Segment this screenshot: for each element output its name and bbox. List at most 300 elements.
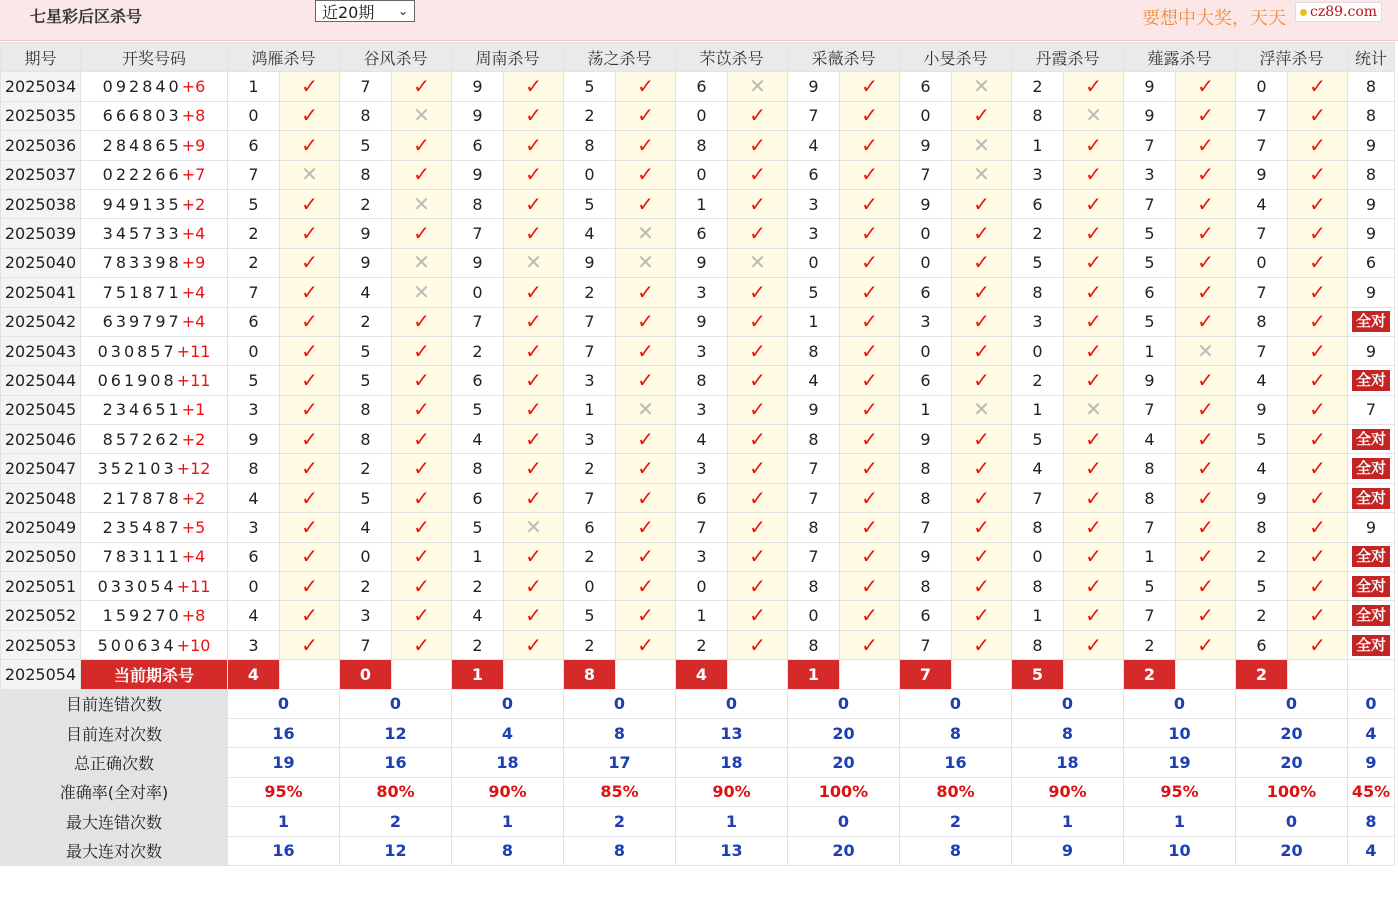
stat-cell: 9 (1348, 131, 1395, 160)
result-cell (280, 248, 340, 277)
draw-numbers (81, 160, 228, 189)
kill-number: 2 (564, 454, 616, 483)
check-icon: ✓ (749, 103, 766, 128)
result-cell (1176, 131, 1236, 160)
result-cell (728, 336, 788, 365)
current-kill-label: 当前期杀号 (81, 660, 228, 689)
check-icon: ✓ (637, 456, 654, 481)
kill-number: 0 (228, 572, 280, 601)
kill-number: 7 (788, 483, 840, 512)
kill-number: 4 (1236, 454, 1288, 483)
page-title: 七星彩后区杀号 (30, 7, 143, 26)
result-cell (840, 72, 900, 101)
kill-number: 0 (452, 278, 504, 307)
back-number: +2 (181, 194, 206, 214)
back-number: +8 (181, 606, 206, 626)
result-cell (616, 395, 676, 424)
period-cell: 2025052 (1, 601, 81, 630)
kill-number: 2 (564, 101, 616, 130)
kill-number: 8 (340, 160, 392, 189)
result-cell (1288, 72, 1348, 101)
period-cell: 2025044 (1, 366, 81, 395)
stat-value: 0 (340, 689, 452, 718)
kill-number: 7 (788, 101, 840, 130)
kill-number: 7 (1236, 278, 1288, 307)
result-cell (504, 72, 564, 101)
check-icon: ✓ (1309, 485, 1326, 510)
front-digits: 857262 (102, 429, 182, 449)
check-icon: ✓ (1197, 132, 1214, 157)
check-icon: ✓ (637, 309, 654, 334)
result-cell (392, 483, 452, 512)
check-icon: ✓ (749, 132, 766, 157)
result-cell (952, 425, 1012, 454)
kill-number: 7 (1124, 395, 1176, 424)
kill-number: 3 (340, 601, 392, 630)
stat-value: 13 (676, 836, 788, 865)
check-icon: ✓ (749, 162, 766, 187)
check-icon: ✓ (1085, 279, 1102, 304)
check-icon: ✓ (1309, 426, 1326, 451)
result-cell (840, 601, 900, 630)
kill-number: 9 (1124, 101, 1176, 130)
stat-value: 95% (1124, 777, 1236, 806)
kill-number: 4 (340, 278, 392, 307)
result-cell (1176, 601, 1236, 630)
check-icon: ✓ (749, 456, 766, 481)
kill-number: 6 (228, 542, 280, 571)
check-icon: ✓ (973, 309, 990, 334)
result-cell (1176, 630, 1236, 659)
kill-number: 3 (676, 278, 728, 307)
result-cell (1176, 278, 1236, 307)
check-icon: ✓ (1197, 426, 1214, 451)
check-icon: ✓ (861, 367, 878, 392)
col-expert: 采薇杀号 (788, 43, 900, 72)
result-cell (1288, 425, 1348, 454)
result-cell (952, 160, 1012, 189)
kill-number: 3 (676, 336, 728, 365)
kill-number: 8 (788, 630, 840, 659)
kill-number: 9 (788, 72, 840, 101)
check-icon: ✓ (637, 74, 654, 99)
result-cell (728, 395, 788, 424)
check-icon: ✓ (1309, 573, 1326, 598)
check-icon: ✓ (973, 603, 990, 628)
front-digits: 949135 (102, 194, 182, 214)
result-cell (504, 131, 564, 160)
stat-cell: 8 (1348, 160, 1395, 189)
check-icon: ✓ (1085, 191, 1102, 216)
kill-number: 2 (1012, 219, 1064, 248)
stat-value: 0 (788, 807, 900, 836)
result-cell (504, 248, 564, 277)
period-cell: 2025038 (1, 189, 81, 218)
check-icon: ✓ (1197, 279, 1214, 304)
kill-number: 8 (788, 513, 840, 542)
draw-numbers (81, 601, 228, 630)
stat-value: 0 (1124, 689, 1236, 718)
header-row (1, 43, 1395, 72)
cross-icon: ✕ (637, 221, 654, 246)
check-icon: ✓ (637, 279, 654, 304)
kill-number: 2 (1012, 72, 1064, 101)
result-cell (616, 454, 676, 483)
result-cell (728, 307, 788, 336)
kill-number: 2 (452, 336, 504, 365)
kill-number: 4 (1124, 425, 1176, 454)
result-cell (1176, 454, 1236, 483)
result-cell (1176, 483, 1236, 512)
col-expert: 小旻杀号 (900, 43, 1012, 72)
check-icon: ✓ (525, 426, 542, 451)
result-cell (616, 278, 676, 307)
result-cell (504, 307, 564, 336)
result-cell (1176, 160, 1236, 189)
result-cell (1064, 454, 1124, 483)
kill-number: 2 (1124, 630, 1176, 659)
result-cell (952, 278, 1012, 307)
result-cell (616, 601, 676, 630)
current-kill-number: 5 (1012, 660, 1064, 689)
result-cell (392, 131, 452, 160)
site-logo[interactable] (1295, 2, 1382, 22)
current-kill-number: 4 (676, 660, 728, 689)
stat-value: 0 (676, 689, 788, 718)
result-cell (728, 601, 788, 630)
stat-total: 4 (1348, 836, 1395, 865)
stat-value: 2 (900, 807, 1012, 836)
result-cell (952, 395, 1012, 424)
front-digits: 092840 (102, 77, 182, 97)
check-icon: ✓ (1309, 103, 1326, 128)
check-icon: ✓ (1309, 544, 1326, 569)
period-select[interactable] (315, 0, 415, 22)
stat-value: 16 (228, 836, 340, 865)
period-cell: 2025040 (1, 248, 81, 277)
kill-number: 2 (452, 630, 504, 659)
stat-label: 最大连错次数 (1, 807, 228, 836)
result-cell (1176, 513, 1236, 542)
stat-value: 2 (340, 807, 452, 836)
all-right-badge: 全对 (1352, 546, 1390, 567)
stat-row (1, 807, 1395, 836)
result-cell (1064, 483, 1124, 512)
kill-number: 8 (1124, 454, 1176, 483)
col-period: 期号 (1, 43, 81, 72)
result-cell (1064, 307, 1124, 336)
check-icon: ✓ (413, 132, 430, 157)
back-number: +12 (176, 459, 211, 479)
kill-number: 8 (564, 131, 616, 160)
result-cell (840, 160, 900, 189)
kill-number: 8 (788, 336, 840, 365)
cross-icon: ✕ (413, 279, 430, 304)
stat-cell (1348, 454, 1395, 483)
result-cell (504, 219, 564, 248)
kill-number: 5 (1012, 425, 1064, 454)
check-icon: ✓ (1197, 573, 1214, 598)
stat-value: 0 (900, 689, 1012, 718)
check-icon: ✓ (861, 632, 878, 657)
period-cell: 2025047 (1, 454, 81, 483)
kill-number: 9 (564, 248, 616, 277)
draw-numbers (81, 483, 228, 512)
result-cell (1176, 366, 1236, 395)
kill-number: 1 (228, 72, 280, 101)
kill-number: 0 (788, 601, 840, 630)
check-icon: ✓ (973, 485, 990, 510)
result-cell (1288, 572, 1348, 601)
promo-text: 要想中大奖，天天 (1142, 8, 1286, 29)
check-icon: ✓ (525, 603, 542, 628)
stat-value: 16 (340, 748, 452, 777)
stat-value: 9 (1012, 836, 1124, 865)
check-icon: ✓ (413, 338, 430, 363)
result-cell (1064, 601, 1124, 630)
check-icon: ✓ (861, 191, 878, 216)
kill-number: 6 (900, 278, 952, 307)
stat-label: 目前连错次数 (1, 689, 228, 718)
check-icon: ✓ (1197, 456, 1214, 481)
kill-number: 2 (1236, 601, 1288, 630)
result-cell (952, 601, 1012, 630)
check-icon: ✓ (1197, 103, 1214, 128)
result-cell (840, 542, 900, 571)
result-cell (728, 542, 788, 571)
result-cell (1064, 72, 1124, 101)
check-icon: ✓ (1197, 397, 1214, 422)
result-cell (1064, 542, 1124, 571)
check-icon: ✓ (301, 485, 318, 510)
check-icon: ✓ (525, 74, 542, 99)
kill-number: 7 (1012, 483, 1064, 512)
kill-number: 3 (788, 189, 840, 218)
result-cell (728, 248, 788, 277)
check-icon: ✓ (861, 309, 878, 334)
check-icon: ✓ (1309, 279, 1326, 304)
result-cell (616, 248, 676, 277)
result-cell (1288, 219, 1348, 248)
col-expert: 鸿雁杀号 (228, 43, 340, 72)
check-icon: ✓ (1085, 250, 1102, 275)
kill-number: 3 (1012, 307, 1064, 336)
stat-value: 8 (1012, 718, 1124, 747)
stat-row (1, 718, 1395, 747)
stat-cell: 8 (1348, 101, 1395, 130)
kill-number: 9 (1236, 160, 1288, 189)
stat-value: 18 (1012, 748, 1124, 777)
current-blank (280, 660, 340, 689)
period-cell: 2025045 (1, 395, 81, 424)
cross-icon: ✕ (525, 250, 542, 275)
draw-numbers (81, 72, 228, 101)
result-cell (1064, 160, 1124, 189)
kill-number: 8 (1012, 513, 1064, 542)
kill-number: 0 (228, 101, 280, 130)
kill-number: 6 (564, 513, 616, 542)
table-row (1, 483, 1395, 512)
period-cell: 2025037 (1, 160, 81, 189)
kill-number: 0 (1236, 72, 1288, 101)
result-cell (504, 101, 564, 130)
result-cell (952, 72, 1012, 101)
check-icon: ✓ (301, 426, 318, 451)
stat-value: 0 (228, 689, 340, 718)
current-kill-number: 2 (1124, 660, 1176, 689)
result-cell (728, 219, 788, 248)
check-icon: ✓ (973, 250, 990, 275)
front-digits: 022266 (102, 165, 182, 185)
result-cell (280, 160, 340, 189)
check-icon: ✓ (637, 191, 654, 216)
result-cell (392, 219, 452, 248)
current-blank (1288, 660, 1348, 689)
back-number: +4 (181, 547, 206, 567)
table-row (1, 630, 1395, 659)
table-row (1, 189, 1395, 218)
kill-number: 0 (676, 160, 728, 189)
kill-number: 3 (1012, 160, 1064, 189)
back-number: +11 (176, 576, 211, 596)
table-row (1, 601, 1395, 630)
draw-numbers (81, 189, 228, 218)
result-cell (280, 395, 340, 424)
kill-number: 8 (1124, 483, 1176, 512)
kill-number: 9 (1236, 483, 1288, 512)
result-cell (1288, 336, 1348, 365)
kill-number: 8 (900, 572, 952, 601)
draw-numbers (81, 219, 228, 248)
kill-number: 1 (1124, 336, 1176, 365)
stat-value: 100% (788, 777, 900, 806)
check-icon: ✓ (861, 485, 878, 510)
kill-number: 9 (340, 219, 392, 248)
all-right-badge: 全对 (1352, 429, 1390, 450)
table-row (1, 572, 1395, 601)
check-icon: ✓ (301, 456, 318, 481)
period-cell: 2025043 (1, 336, 81, 365)
result-cell (280, 336, 340, 365)
kill-number: 5 (1012, 248, 1064, 277)
back-number: +4 (181, 282, 206, 302)
result-cell (952, 630, 1012, 659)
period-cell: 2025039 (1, 219, 81, 248)
stat-cell (1348, 572, 1395, 601)
check-icon: ✓ (301, 338, 318, 363)
kill-number: 8 (340, 425, 392, 454)
period-cell: 2025036 (1, 131, 81, 160)
check-icon: ✓ (1085, 603, 1102, 628)
result-cell (392, 189, 452, 218)
result-cell (952, 131, 1012, 160)
kill-number: 0 (900, 248, 952, 277)
kill-number: 4 (676, 425, 728, 454)
kill-number: 9 (452, 101, 504, 130)
result-cell (1288, 395, 1348, 424)
result-cell (616, 307, 676, 336)
check-icon: ✓ (973, 544, 990, 569)
front-digits: 235487 (102, 517, 182, 537)
check-icon: ✓ (1309, 632, 1326, 657)
check-icon: ✓ (1309, 309, 1326, 334)
back-number: +5 (181, 517, 206, 537)
result-cell (1064, 425, 1124, 454)
check-icon: ✓ (861, 132, 878, 157)
check-icon: ✓ (1085, 309, 1102, 334)
current-blank (392, 660, 452, 689)
result-cell (504, 366, 564, 395)
check-icon: ✓ (301, 221, 318, 246)
check-icon: ✓ (749, 514, 766, 539)
stat-value: 8 (452, 836, 564, 865)
back-number: +7 (181, 165, 206, 185)
back-number: +11 (176, 370, 211, 390)
kill-number: 1 (1012, 601, 1064, 630)
kill-number: 3 (1124, 160, 1176, 189)
check-icon: ✓ (973, 338, 990, 363)
draw-numbers (81, 425, 228, 454)
kill-number: 9 (1124, 72, 1176, 101)
kill-number: 0 (788, 248, 840, 277)
kill-number: 6 (900, 366, 952, 395)
col-expert: 周南杀号 (452, 43, 564, 72)
check-icon: ✓ (301, 309, 318, 334)
result-cell (840, 307, 900, 336)
result-cell (1064, 131, 1124, 160)
result-cell (616, 189, 676, 218)
kill-number: 6 (1012, 189, 1064, 218)
result-cell (728, 630, 788, 659)
check-icon: ✓ (525, 338, 542, 363)
check-icon: ✓ (1309, 250, 1326, 275)
period-cell: 2025048 (1, 483, 81, 512)
check-icon: ✓ (413, 573, 430, 598)
kill-number: 6 (676, 483, 728, 512)
current-blank (504, 660, 564, 689)
result-cell (840, 366, 900, 395)
check-icon: ✓ (973, 103, 990, 128)
stat-value: 2 (564, 807, 676, 836)
check-icon: ✓ (973, 456, 990, 481)
kill-number: 1 (900, 395, 952, 424)
front-digits: 217878 (102, 488, 182, 508)
all-right-badge: 全对 (1352, 311, 1390, 332)
stat-value: 12 (340, 836, 452, 865)
result-cell (952, 248, 1012, 277)
check-icon: ✓ (1085, 485, 1102, 510)
kill-number: 5 (1236, 572, 1288, 601)
check-icon: ✓ (749, 544, 766, 569)
check-icon: ✓ (525, 132, 542, 157)
result-cell (840, 395, 900, 424)
back-number: +4 (181, 224, 206, 244)
result-cell (504, 513, 564, 542)
check-icon: ✓ (525, 367, 542, 392)
kill-number: 9 (340, 248, 392, 277)
result-cell (1288, 483, 1348, 512)
result-cell (280, 454, 340, 483)
table-row (1, 131, 1395, 160)
current-row (1, 660, 1395, 689)
kill-number: 7 (1236, 219, 1288, 248)
kill-number: 0 (676, 101, 728, 130)
kill-number: 7 (1124, 189, 1176, 218)
kill-number: 4 (1236, 366, 1288, 395)
kill-number: 9 (228, 425, 280, 454)
check-icon: ✓ (1197, 74, 1214, 99)
result-cell (1288, 248, 1348, 277)
